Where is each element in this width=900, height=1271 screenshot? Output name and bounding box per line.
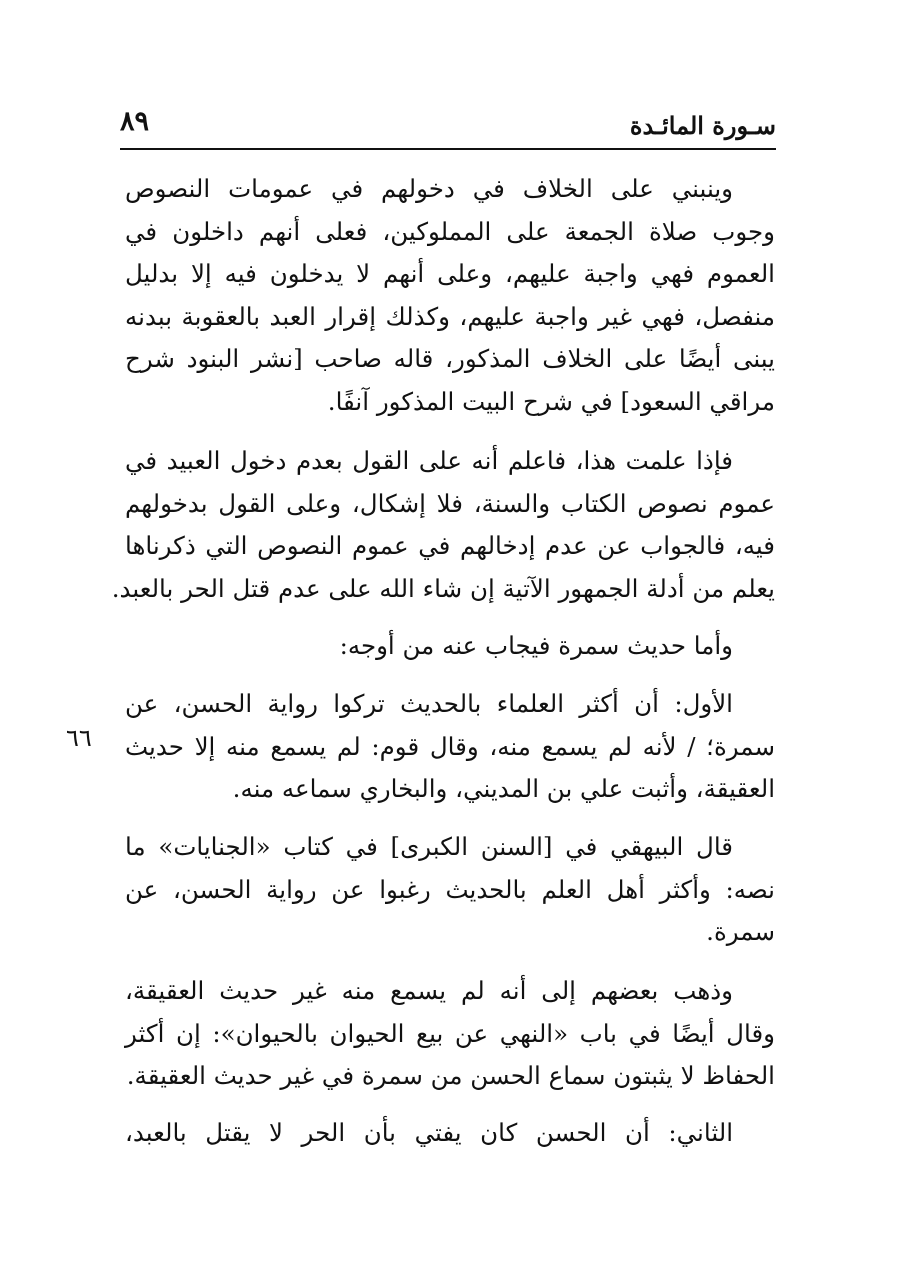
text-line: عموم نصوص الكتاب والسنة، فلا إشكال، وعلى القول بدخولهم: [125, 488, 775, 518]
text-line: الحفاظ لا يثبتون سماع الحسن من سمرة في غير حديث العقيقة.: [126, 1061, 775, 1090]
paragraph-6: [125, 970, 775, 1098]
text-line: فيه، فالجواب عن عدم إدخالهم في عموم النصوص التي ذكرناها: [125, 531, 775, 560]
text-line: وأما حديث سمرة فيجاب عنه من أوجه:: [339, 631, 733, 660]
paragraph-5: [125, 826, 775, 954]
paragraph-7: [125, 1112, 775, 1155]
text-line: مراقي السعود] في شرح البيت المذكور آنفًا.: [327, 386, 775, 416]
page-header: [120, 104, 776, 150]
text-line: وقال أيضًا في باب «النهي عن بيع الحيوان بالحيوان»: إن أكثر: [125, 1018, 775, 1048]
text-line: فإذا علمت هذا، فاعلم أنه على القول بعدم دخول العبيد في: [125, 446, 733, 475]
paragraph-4: [125, 683, 775, 811]
margin-page-reference: ٦٦: [66, 724, 92, 752]
text-line: سمرة؛ / لأنه لم يسمع منه، وقال قوم: لم يسمع منه إلا حديث: [125, 731, 775, 761]
running-title: سـورة المائـدة: [629, 111, 776, 140]
paragraph-3: [125, 625, 775, 668]
paragraph-1: [125, 168, 775, 423]
text-line: وذهب بعضهم إلى أنه لم يسمع منه غير حديث العقيقة،: [125, 976, 733, 1005]
text-line: سمرة.: [706, 917, 775, 946]
text-line: العقيقة، وأثبت علي بن المديني، والبخاري سماعه منه.: [232, 774, 775, 803]
text-line: العموم فهي واجبة عليهم، وعلى أنهم لا يدخلون فيه إلا بدليل: [125, 259, 775, 288]
page-number: ٨٩: [120, 106, 150, 137]
text-line: وجوب صلاة الجمعة على المملوكين، فعلى أنهم داخلون في: [125, 216, 775, 246]
text-line: يبنى أيضًا على الخلاف المذكور، قاله صاحب [نشر البنود شرح: [125, 344, 775, 373]
text-line: وينبني على الخلاف في دخولهم في عمومات النصوص: [125, 174, 733, 203]
text-line: الثاني: أن الحسن كان يفتي بأن الحر لا يقتل بالعبد،: [125, 1118, 733, 1147]
text-line: نصه: وأكثر أهل العلم بالحديث رغبوا عن رواية الحسن، عن: [125, 874, 775, 904]
text-line: منفصل، فهي غير واجبة عليهم، وكذلك إقرار العبد بالعقوبة ببدنه: [125, 301, 775, 331]
text-line: يعلم من أدلة الجمهور الآتية إن شاء الله على عدم قتل الحر بالعبد.: [111, 573, 775, 603]
paragraph-2: [111, 440, 775, 610]
text-line: قال البيهقي في [السنن الكبرى] في كتاب «الجنايات» ما: [125, 832, 733, 861]
text-line: الأول: أن أكثر العلماء بالحديث تركوا رواية الحسن، عن: [125, 689, 733, 718]
